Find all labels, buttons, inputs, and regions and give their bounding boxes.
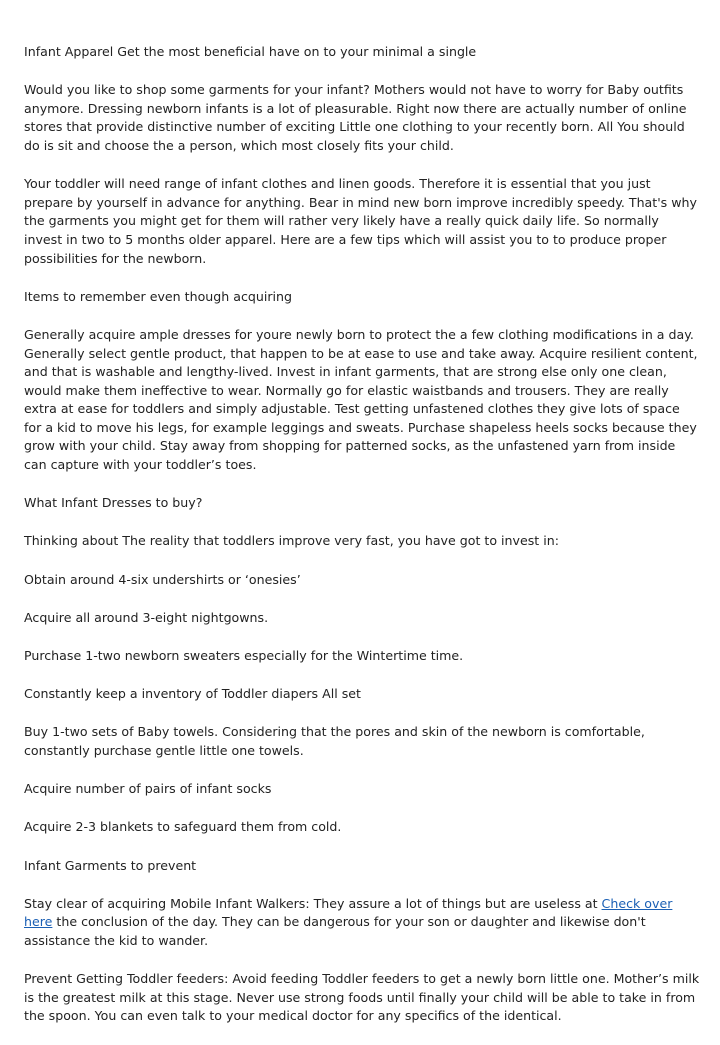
paragraph-invest-intro: Thinking about The reality that toddlers improve very fast, you have got to invest in: (24, 533, 559, 549)
list-item: Buy 1-two sets of Baby towels. Considering that the pores and skin of the newborn is comfortable, constantly purchase gentle little one towels. (24, 724, 645, 758)
heading-garments-to-prevent: Infant Garments to prevent (24, 857, 197, 873)
heading-what-to-buy: What Infant Dresses to buy? (24, 495, 203, 511)
paragraph-buying-tips: Generally acquire ample dresses for youre newly born to protect the a few clothing modifications in a day. Generally select gentle product, that happen to be at ease to use and take away. Acquire resilient content, and that is washable and lengthy-lived. Invest in infant garments, that are strong else only one clean, would make them ineffective to wear. Normally go for elastic waistbands and trousers. They are really extra at ease for toddlers and simply adjustable. Test getting unfastened clothes they give lots of space for a kid to move his legs, for example leggings and sweats. Purchase shapeless heels socks because they grow with your child. Stay away from shopping for patterned socks, as the unfastened yarn from inside can capture with your toddler’s toes. (24, 326, 698, 473)
document-body (24, 43, 700, 1045)
heading-items-to-remember: Items to remember even though acquiring (24, 288, 293, 304)
list-item: Acquire 2-3 blankets to safeguard them from cold. (24, 819, 342, 835)
document-title-line: Infant Apparel Get the most beneficial have on to your minimal a single (24, 44, 477, 59)
list-item: Constantly keep a inventory of Toddler diapers All set (24, 686, 361, 702)
walkers-text-before: Stay clear of acquiring Mobile Infant Walkers: They assure a lot of things but are useless at (24, 895, 602, 911)
check-over-here-link[interactable]: Check over here (24, 895, 673, 930)
list-item: Acquire all around 3-eight nightgowns. (24, 609, 269, 625)
walkers-text-after: the conclusion of the day. They can be dangerous for your son or daughter and likewise don't assistance the kid to wander. (24, 914, 646, 948)
list-item: Acquire number of pairs of infant socks (24, 781, 272, 797)
paragraph-walkers (24, 895, 700, 951)
paragraph-toddler-needs: Your toddler will need range of infant clothes and linen goods. Therefore it is essential that you just prepare by yourself in advance for anything. Bear in mind new born improve incredibly speedy. That's why the garments you might get for them will rather very likely have a really quick daily life. So normally invest in two to 5 months older apparel. Here are a few tips which will assist you to to produce proper possibilities for the newborn. (24, 176, 697, 266)
paragraph-feeders: Prevent Getting Toddler feeders: Avoid feeding Toddler feeders to get a newly born little one. Mother’s milk is the greatest milk at this stage. Never use strong foods until finally your child will be able to take in from the spoon. You can even talk to your medical doctor for any specifics of the identical. (24, 971, 700, 1024)
list-item: Obtain around 4-six undershirts or ‘onesies’ (24, 571, 301, 587)
list-item: Purchase 1-two newborn sweaters especially for the Wintertime time. (24, 648, 464, 663)
paragraph-intro: Would you like to shop some garments for your infant? Mothers would not have to worry for Baby outfits anymore. Dressing newborn infants is a lot of pleasurable. Right now there are actually number of online stores that provide distinctive number of exciting Little one clothing to your recently born. All You should do is sit and choose the a person, which most closely fits your child. (24, 82, 687, 153)
